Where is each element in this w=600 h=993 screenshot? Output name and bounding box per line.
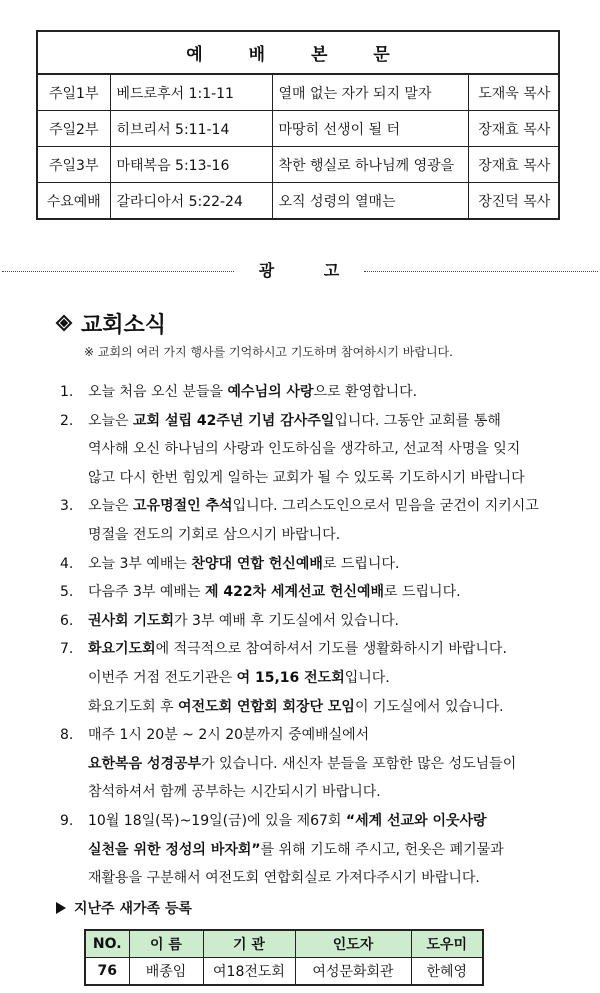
scripture-passage: 베드로후서 1:1-11 [110, 75, 272, 111]
registration-number: 76 [85, 958, 129, 986]
worship-title: 예 배 본 문 [38, 32, 558, 74]
list-item-continuation: 않고 다시 한번 힘있게 일하는 교회가 될 수 있도록 기도하시기 바랍니다 [88, 469, 525, 486]
service-name: 주일3부 [38, 147, 110, 183]
preacher: 장재효 목사 [468, 147, 560, 183]
sermon-title: 착한 행실로 하나님께 영광을 [272, 147, 468, 183]
registration-label: 지난주 새가족 등록 [74, 901, 192, 917]
church-news-note: ※ 교회의 여러 가지 행사를 기억하시고 기도하며 참여하시기 바랍니다. [84, 345, 453, 359]
scripture-passage: 히브리서 5:11-14 [110, 111, 272, 147]
list-item: 6. 권사회 기도회가 3부 예배 후 기도실에서 있습니다. [60, 612, 399, 629]
triangle-bullet-icon [56, 902, 66, 914]
column-header: 도우미 [411, 930, 483, 958]
service-name: 주일2부 [38, 111, 110, 147]
helper: 한혜영 [411, 958, 483, 986]
list-item-continuation: 참석하셔서 함께 공부하는 시간되시기 바랍니다. [88, 784, 381, 801]
church-news-title [56, 308, 166, 339]
preacher: 장재효 목사 [468, 111, 560, 147]
preacher: 장진덕 목사 [468, 183, 560, 219]
list-item: 4. 오늘 3부 예배는 찬양대 연합 헌신예배로 드립니다. [60, 555, 400, 572]
table-header-row [85, 930, 483, 958]
column-header: 이 름 [129, 930, 203, 958]
preacher: 도재욱 목사 [468, 75, 560, 111]
service-name: 수요예배 [38, 183, 110, 219]
guide: 여성문화회관 [295, 958, 411, 986]
list-item: 5. 다음주 3부 예배는 제 422차 세계선교 헌신예배로 드립니다. [60, 584, 461, 601]
dotted-divider [364, 271, 598, 272]
list-item-continuation: 재활용을 구분해서 여전도회 연합회실로 가져다주시기 바랍니다. [88, 870, 480, 887]
service-name: 주일1부 [38, 75, 110, 111]
scripture-passage: 갈라디아서 5:22-24 [110, 183, 272, 219]
table-row [38, 111, 560, 147]
list-item-continuation: 이번주 거점 전도기관은 여 15,16 전도회입니다. [88, 669, 390, 686]
column-header: 기 관 [203, 930, 295, 958]
member-name: 배종임 [129, 958, 203, 986]
list-item-continuation: 명절을 전도의 기회로 삼으시기 바랍니다. [88, 526, 341, 543]
sermon-title: 마땅히 선생이 될 터 [272, 111, 468, 147]
list-item: 2. 오늘은 교회 설립 42주년 기념 감사주일입니다. 그동안 교회를 통해 [60, 412, 501, 429]
list-item-continuation: 요한복음 성경공부가 있습니다. 새신자 분들을 포함한 많은 성도님들이 [88, 755, 517, 772]
list-item: 1. 오늘 처음 오신 분들을 예수님의 사랑으로 환영합니다. [60, 384, 418, 400]
list-item-continuation: 역사해 오신 하나님의 사랑과 인도하심을 생각하고, 선교적 사명을 잊지 [88, 441, 521, 458]
sermon-title: 열매 없는 자가 되지 말자 [272, 75, 468, 111]
table-row [38, 75, 560, 111]
list-item-continuation: 화요기도회 후 여전도회 연합회 회장단 모임이 기도실에서 있습니다. [88, 698, 504, 715]
list-item-continuation: 실천을 위한 정성의 바자회”를 위해 기도해 주시고, 헌옷은 폐기물과 [88, 841, 504, 858]
table-row [38, 183, 560, 219]
dotted-divider [2, 271, 234, 272]
list-item: 7. 화요기도회에 적극적으로 참여하셔서 기도를 생활화하시기 바랍니다. [60, 641, 507, 658]
list-item: 9. 10월 18일(목)~19일(금)에 있을 제67회 “세계 선교와 이웃사랑 [60, 812, 487, 829]
worship-table [38, 74, 560, 218]
table-row [38, 147, 560, 183]
list-item: 3. 오늘은 고유명절인 추석입니다. 그리스도인으로서 믿음을 굳건이 지키시고 [60, 498, 539, 515]
column-header: NO. [85, 930, 129, 958]
organization: 여18전도회 [203, 958, 295, 986]
scripture-passage: 마태복음 5:13-16 [110, 147, 272, 183]
column-header: 인도자 [295, 930, 411, 958]
worship-schedule [36, 30, 560, 220]
list-item: 8. 매주 1시 20분 ~ 2시 20분까지 중예배실에서 [60, 727, 370, 744]
announcements-title: 광 고 [258, 261, 362, 280]
announcement-list [60, 378, 600, 893]
church-news-label: 교회소식 [81, 312, 167, 338]
registration-table [84, 929, 484, 986]
announcements-heading [0, 258, 600, 282]
sermon-title: 오직 성령의 열매는 [272, 183, 468, 219]
table-row [85, 958, 483, 986]
diamond-bullet-icon [56, 315, 73, 332]
registration-title [56, 898, 192, 918]
